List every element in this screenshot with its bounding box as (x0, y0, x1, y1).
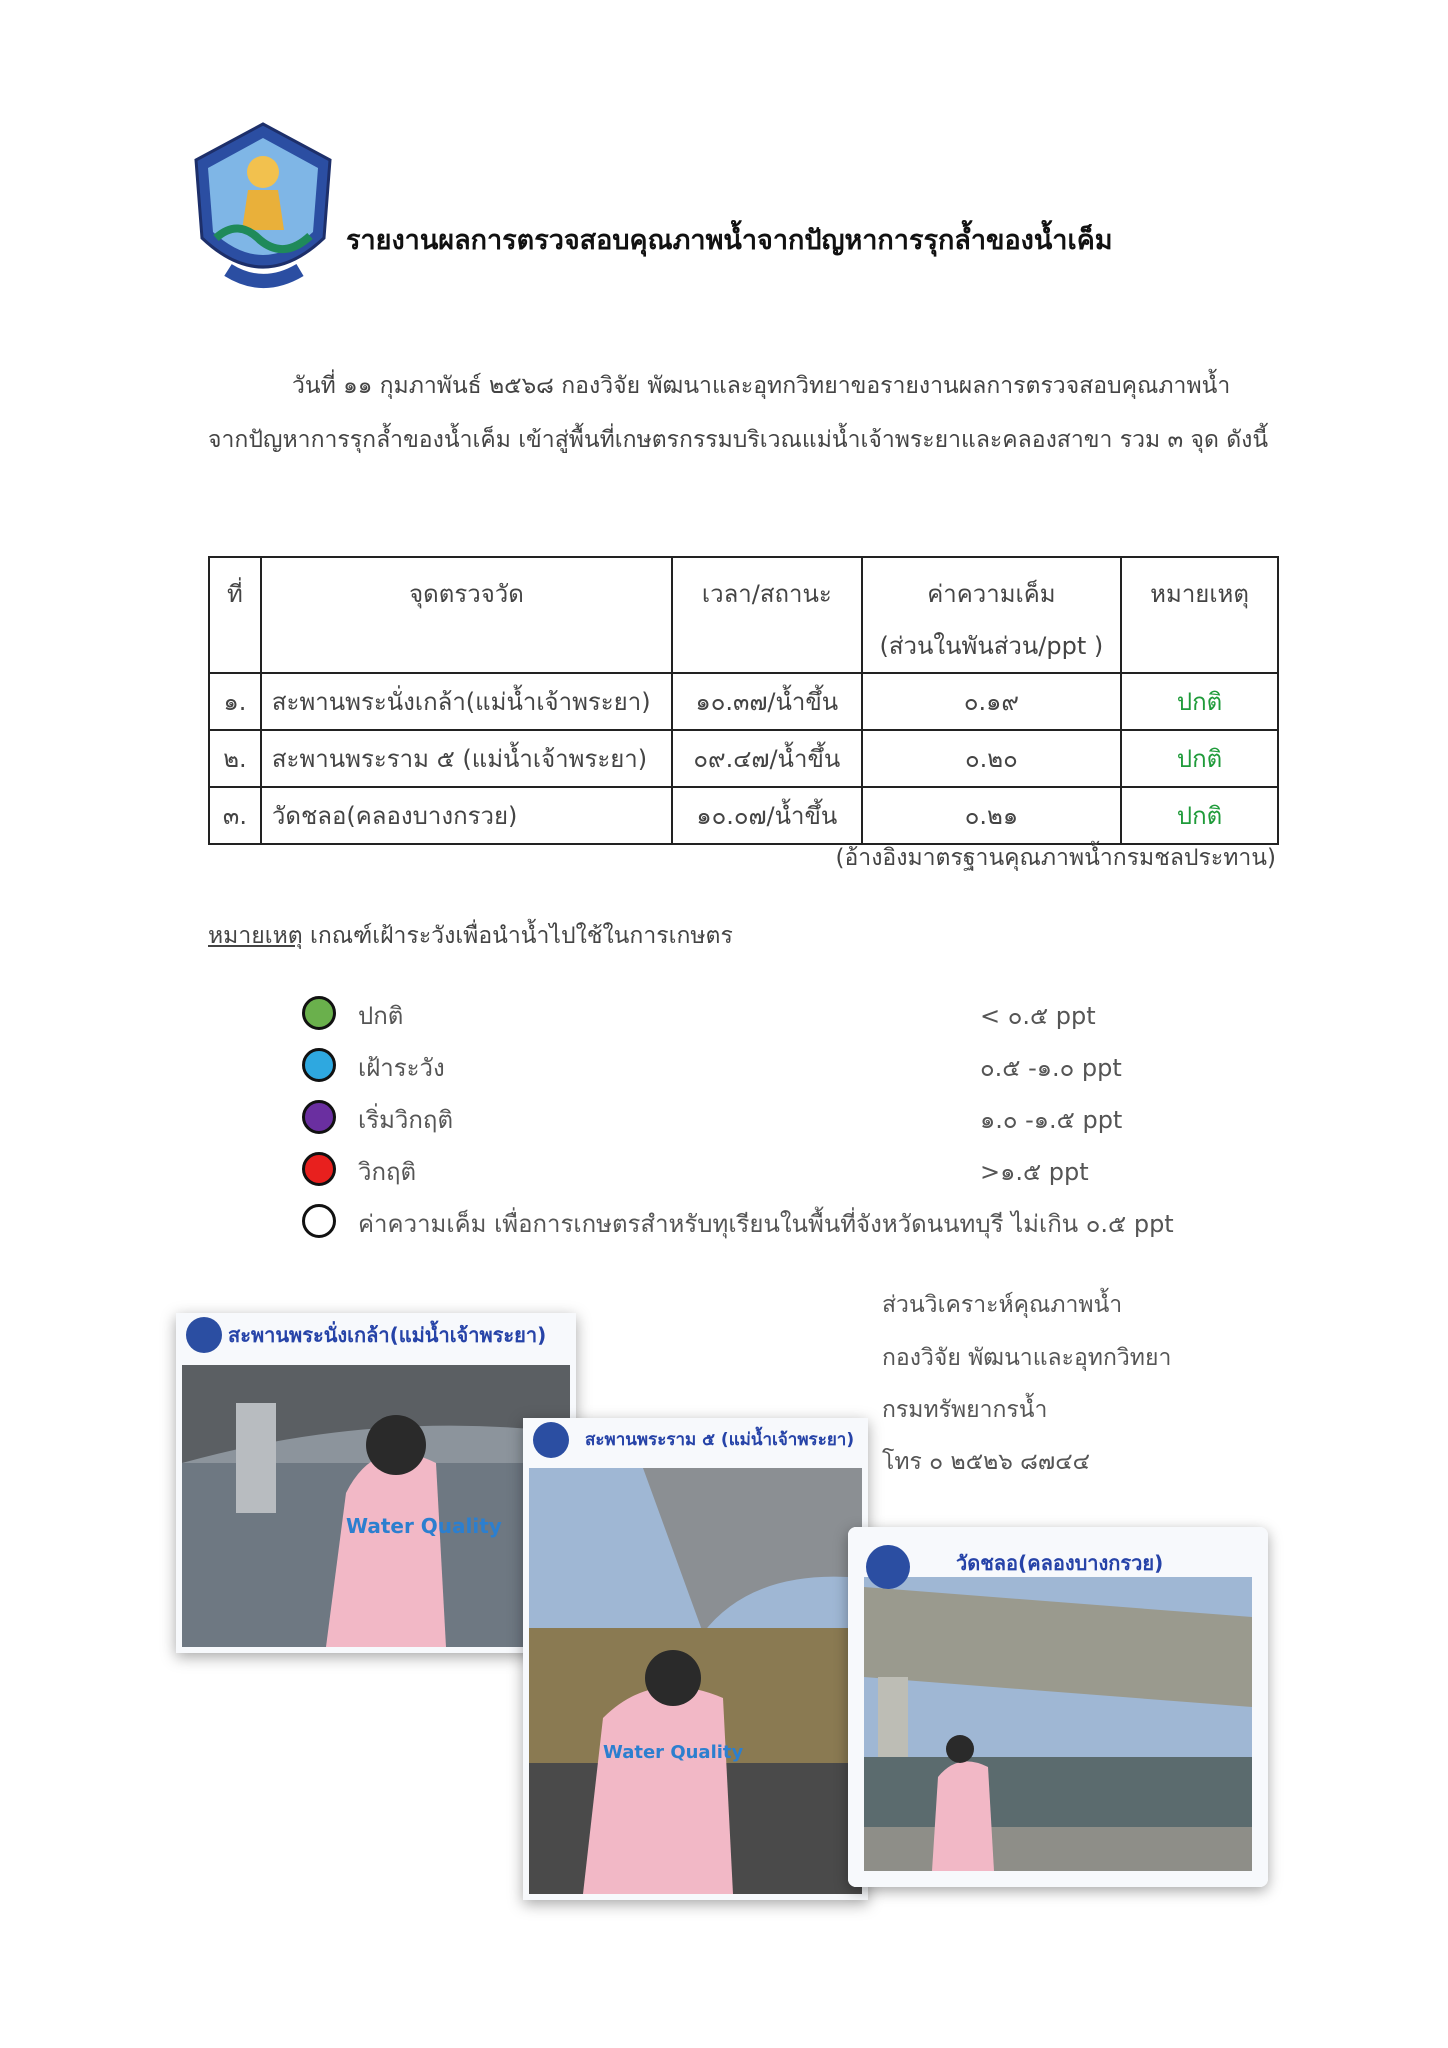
row-no: ๑. (209, 673, 261, 730)
legend-title-text: เกณฑ์เฝ้าระวังเพื่อนำน้ำไปใช้ในการเกษตร (302, 923, 733, 949)
white-dot-icon (302, 1204, 336, 1238)
photo-3-caption: วัดชลอ(คลองบางกรวย) (956, 1551, 1164, 1575)
red-dot-icon (302, 1152, 336, 1186)
table-row (209, 673, 1278, 730)
reference-note: (อ้างอิงมาตรฐานคุณภาพน้ำกรมชลประทาน) (835, 845, 1276, 871)
row-site: สะพานพระนั่งเกล้า(แม่น้ำเจ้าพระยา) (261, 673, 672, 730)
table-row (209, 730, 1278, 787)
blue-dot-icon (302, 1048, 336, 1082)
contact-division: กองวิจัย พัฒนาและอุทกวิทยา (882, 1345, 1172, 1371)
photo-1-image (176, 1313, 576, 1653)
legend-range: ๐.๕ -๑.๐ ppt (980, 1054, 1122, 1082)
intro-line-1: วันที่ ๑๑ กุมภาพันธ์ ๒๕๖๘ กองวิจัย พัฒนาและอุทกวิทยาขอรายงานผลการตรวจสอบคุณภาพน้ำ (292, 373, 1231, 399)
photo-2-caption: สะพานพระราม ๕ (แม่น้ำเจ้าพระยา) (585, 1430, 855, 1450)
intro-line-2: จากปัญหาการรุกล้ำของน้ำเค็ม เข้าสู่พื้นที่เกษตรกรรมบริเวณแม่น้ำเจ้าพระยาและคลองสาขา รวม ๓ จุด ดังนี้ (208, 427, 1269, 453)
row-time: ๐๙.๔๗/น้ำขึ้น (672, 730, 862, 787)
legend-title (208, 918, 733, 954)
header-time: เวลา/สถานะ (672, 557, 862, 673)
row-salinity: ๐.๒๑ (862, 787, 1121, 844)
row-status: ปกติ (1121, 730, 1278, 787)
row-time: ๑๐.๓๗/น้ำขึ้น (672, 673, 862, 730)
header-site: จุดตรวจวัด (261, 557, 672, 673)
site-photo-3 (848, 1527, 1268, 1887)
row-no: ๒. (209, 730, 261, 787)
legend-range: < ๐.๕ ppt (980, 1002, 1096, 1030)
row-time: ๑๐.๐๗/น้ำขึ้น (672, 787, 862, 844)
contact-department: กรมทรัพยากรน้ำ (882, 1397, 1048, 1423)
row-site: สะพานพระราม ๕ (แม่น้ำเจ้าพระยา) (261, 730, 672, 787)
legend-label: ปกติ (358, 1002, 404, 1030)
legend-range: ๑.๐ -๑.๕ ppt (980, 1106, 1123, 1134)
row-salinity: ๐.๑๙ (862, 673, 1121, 730)
photo-2-shirt-text: Water Quality (603, 1742, 744, 1763)
row-no: ๓. (209, 787, 261, 844)
report-title: รายงานผลการตรวจสอบคุณภาพน้ำจากปัญหาการรุกล้ำของน้ำเค็ม (346, 225, 1113, 256)
purple-dot-icon (302, 1100, 336, 1134)
header-no: ที่ (209, 557, 261, 673)
legend-label: ค่าความเค็ม เพื่อการเกษตรสำหรับทุเรียนในพื้นที่จังหวัดนนทบุรี ไม่เกิน ๐.๕ ppt (358, 1210, 1174, 1238)
photo-1-caption: สะพานพระนั่งเกล้า(แม่น้ำเจ้าพระยา) (228, 1323, 547, 1347)
header-salinity-line1: ค่าความเค็ม (927, 580, 1056, 608)
site-photo-1 (176, 1313, 576, 1653)
row-status: ปกติ (1121, 787, 1278, 844)
contact-unit: ส่วนวิเคราะห์คุณภาพน้ำ (882, 1292, 1123, 1318)
legend-label: เฝ้าระวัง (358, 1054, 445, 1082)
site-photo-2 (523, 1418, 868, 1900)
legend-item-durian (302, 1200, 1202, 1240)
table-row (209, 787, 1278, 844)
header-note: หมายเหตุ (1121, 557, 1278, 673)
header-salinity-line2: (ส่วนในพันส่วน/ppt ) (879, 632, 1104, 660)
legend-title-label: หมายเหตุ (208, 923, 303, 949)
photo-3-image (848, 1527, 1268, 1887)
legend-item-early-critical (302, 1096, 1202, 1136)
green-dot-icon (302, 996, 336, 1030)
legend-range: >๑.๕ ppt (980, 1158, 1089, 1186)
photo-1-shirt-text: Water Quality (346, 1514, 502, 1538)
legend-item-normal (302, 992, 1202, 1032)
photo-2-image (523, 1418, 868, 1900)
contact-phone: โทร ๐ ๒๕๒๖ ๘๗๔๔ (882, 1449, 1091, 1475)
salinity-table (208, 556, 1279, 845)
table-header-row (209, 557, 1278, 673)
legend-item-critical (302, 1148, 1202, 1188)
row-status: ปกติ (1121, 673, 1278, 730)
department-logo (188, 120, 338, 300)
legend-item-watch (302, 1044, 1202, 1084)
legend-label: วิกฤติ (358, 1158, 417, 1186)
legend-label: เริ่มวิกฤติ (358, 1106, 454, 1134)
row-salinity: ๐.๒๐ (862, 730, 1121, 787)
header-salinity (862, 557, 1121, 673)
row-site: วัดชลอ(คลองบางกรวย) (261, 787, 672, 844)
